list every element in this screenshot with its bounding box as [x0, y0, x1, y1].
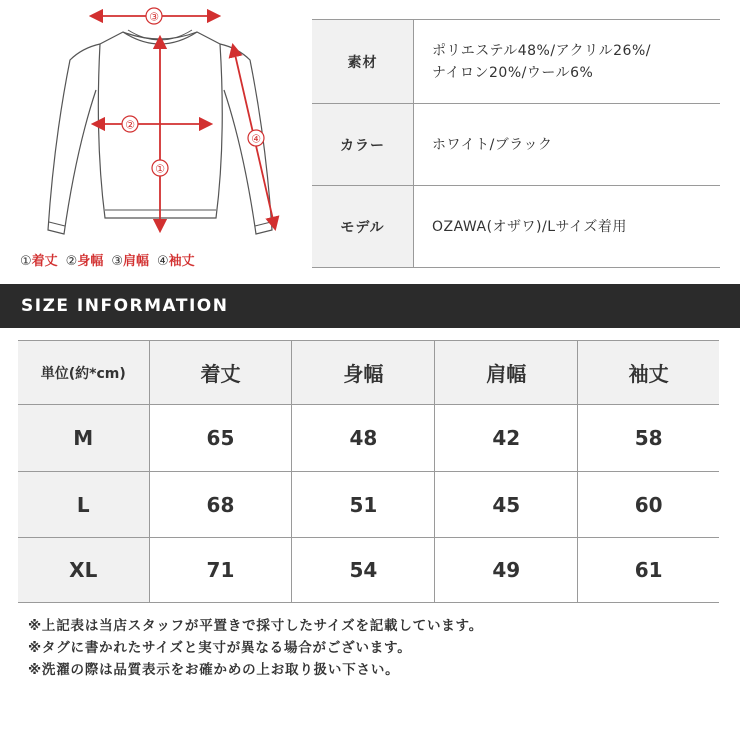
size-label: XL: [18, 538, 149, 603]
table-cell: 71: [149, 538, 292, 603]
size-label: M: [18, 405, 149, 472]
column-header: 袖丈: [578, 341, 719, 405]
info-label: カラー: [312, 104, 414, 185]
info-row-color: [312, 104, 720, 186]
column-header: 肩幅: [435, 341, 578, 405]
table-cell: 65: [149, 405, 292, 472]
unit-label: 単位(約*cm): [18, 341, 149, 405]
column-header: 着丈: [149, 341, 292, 405]
garment-diagram: [20, 0, 290, 272]
table-row: [18, 472, 719, 538]
marker-4: ④: [251, 132, 261, 146]
table-cell: 49: [435, 538, 578, 603]
info-row-material: [312, 20, 720, 104]
table-cell: 54: [292, 538, 435, 603]
size-label: L: [18, 472, 149, 538]
size-table: [18, 340, 719, 603]
legend-item-body-width: ②身幅: [65, 254, 104, 269]
legend-item-length: ①着丈: [20, 254, 58, 269]
table-cell: 58: [578, 405, 719, 472]
sweater-outline: [20, 0, 290, 250]
note-line: ※洗濯の際は品質表示をお確かめの上お取り扱い下さい。: [28, 662, 400, 678]
info-label: 素材: [312, 20, 414, 103]
table-cell: 48: [292, 405, 435, 472]
marker-2: ②: [125, 118, 135, 132]
legend-item-shoulder: ③肩幅: [111, 254, 150, 269]
size-notes: [28, 615, 483, 681]
note-line: ※上記表は当店スタッフが平置きで採寸したサイズを記載しています。: [28, 618, 484, 634]
table-row: [18, 538, 719, 603]
marker-3: ③: [149, 10, 159, 24]
measurement-legend: [20, 250, 295, 269]
size-table-header-row: [18, 341, 719, 405]
legend-item-sleeve: ④袖丈: [157, 254, 195, 269]
table-cell: 42: [435, 405, 578, 472]
table-cell: 61: [578, 538, 719, 603]
table-row: [18, 405, 719, 472]
marker-1: ①: [155, 162, 165, 176]
table-cell: 68: [149, 472, 292, 538]
table-cell: 60: [578, 472, 719, 538]
section-header: SIZE INFORMATION: [0, 284, 740, 328]
info-label: モデル: [312, 186, 414, 267]
info-value: ポリエステル48%/アクリル26%/ ナイロン20%/ウール6%: [432, 42, 651, 81]
note-line: ※タグに書かれたサイズと実寸が異なる場合がございます。: [28, 640, 412, 656]
info-value: ホワイト/ブラック: [432, 136, 553, 153]
table-cell: 51: [292, 472, 435, 538]
product-info-table: [312, 19, 720, 268]
info-value: OZAWA(オザワ)/Lサイズ着用: [432, 218, 627, 235]
table-cell: 45: [435, 472, 578, 538]
info-row-model: [312, 186, 720, 268]
column-header: 身幅: [292, 341, 435, 405]
